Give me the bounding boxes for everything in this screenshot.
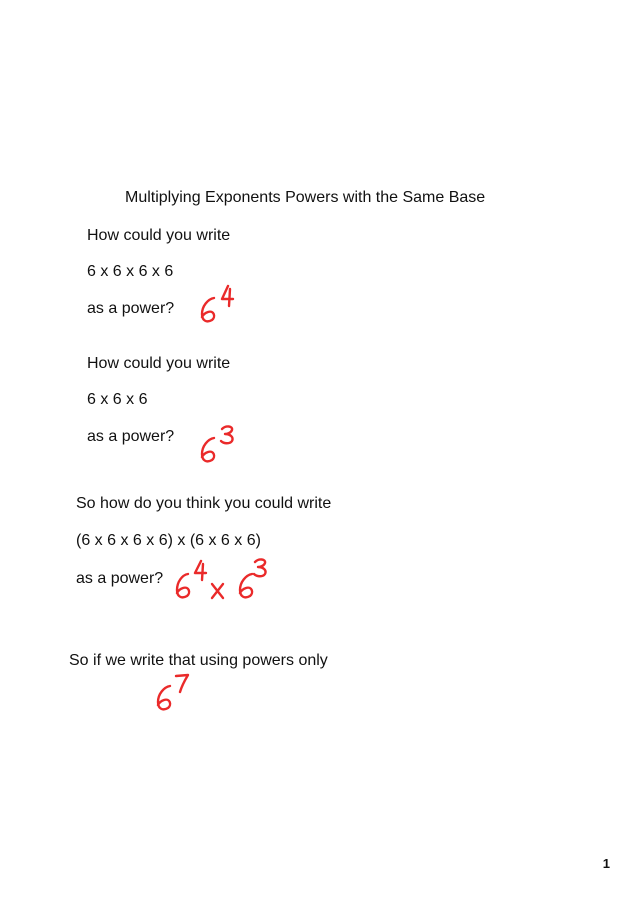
section3-expression: (6 x 6 x 6 x 6) x (6 x 6 x 6) — [76, 532, 261, 549]
section2-expression: 6 x 6 x 6 — [87, 391, 148, 408]
handwritten-answer-6-power-7 — [152, 670, 198, 714]
section1-suffix: as a power? — [87, 300, 175, 317]
section3-answer-text — [0, 0, 1, 1]
handwritten-answer-6-power-3 — [196, 422, 242, 466]
section2-suffix: as a power? — [87, 428, 175, 445]
document-title: Multiplying Exponents Powers with the Same Base — [125, 189, 486, 206]
section1-expression: 6 x 6 x 6 x 6 — [87, 263, 174, 280]
page-number: 1 — [602, 856, 610, 871]
section3-suffix: as a power? — [76, 570, 164, 587]
section3-prompt: So how do you think you could write — [76, 495, 332, 512]
section2-answer-text — [0, 0, 1, 1]
handwritten-answer-6-power-4 — [196, 282, 242, 326]
section4-prompt: So if we write that using powers only — [69, 652, 328, 669]
section4-answer-text — [0, 0, 1, 1]
section1-answer-text — [0, 0, 1, 1]
section1-prompt: How could you write — [87, 227, 231, 244]
handwritten-answer-product — [172, 556, 272, 606]
section2-prompt: How could you write — [87, 355, 231, 372]
